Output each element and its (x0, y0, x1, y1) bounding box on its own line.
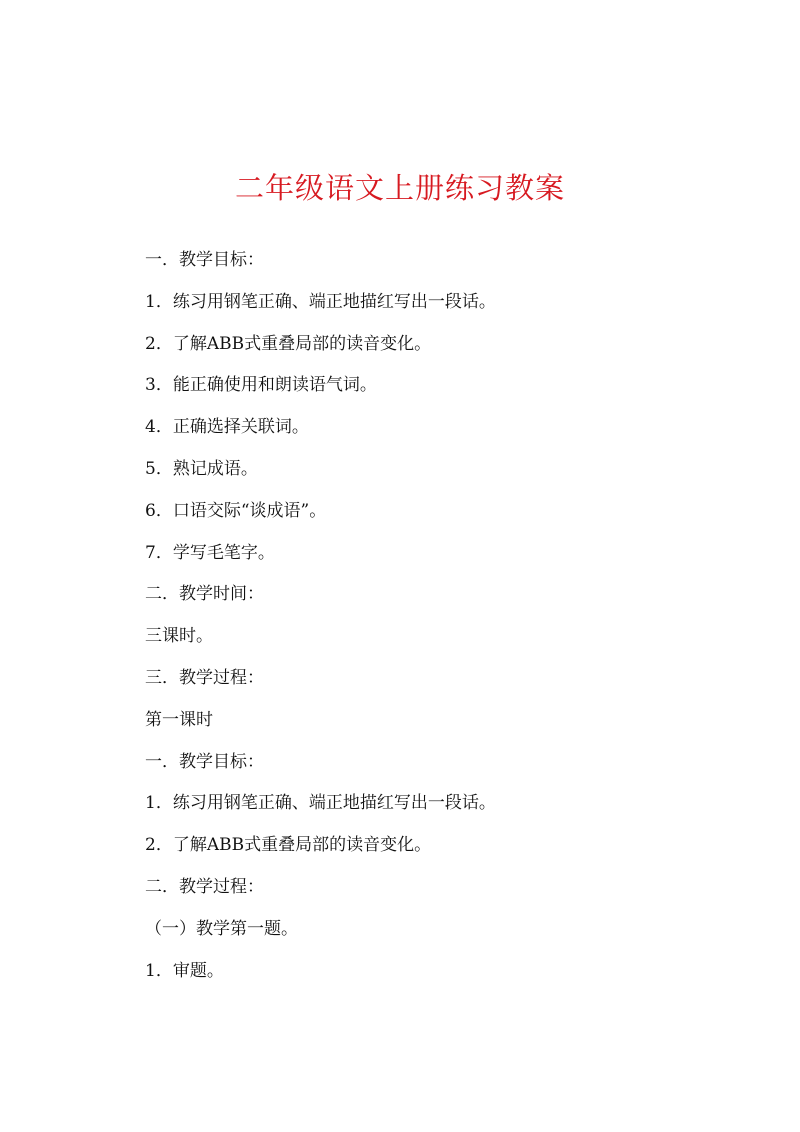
section-heading-objectives: 一．教学目标： (145, 250, 264, 270)
objective-item: 2．了解ABB式重叠局部的读音变化。 (145, 333, 432, 354)
objective-item: 6．口语交际“谈成语”。 (145, 500, 327, 521)
objective-item: 1．练习用钢笔正确、端正地描红写出一段话。 (145, 291, 496, 312)
lesson-step: 1．审题。 (145, 960, 224, 981)
section-heading-process: 三．教学过程： (145, 667, 264, 688)
objective-item: 7．学写毛笔字。 (145, 542, 275, 563)
time-text: 三课时。 (145, 626, 213, 647)
objective-item: 5．熟记成语。 (145, 458, 258, 479)
objective-item: 4．正确选择关联词。 (145, 417, 309, 438)
lesson-objectives-heading: 一．教学目标： (145, 751, 264, 772)
section-heading-time: 二．教学时间： (145, 584, 264, 605)
lesson-heading: 第一课时 (145, 709, 213, 730)
document-body (145, 243, 665, 995)
lesson-subheading: （一）教学第一题。 (145, 918, 298, 939)
lesson-objective-item: 1．练习用钢笔正确、端正地描红写出一段话。 (145, 793, 496, 814)
lesson-objective-item: 2．了解ABB式重叠局部的读音变化。 (145, 835, 432, 856)
lesson-process-heading: 二．教学过程： (145, 876, 264, 897)
document-title: 二年级语文上册练习教案 (234, 171, 565, 205)
objective-item: 3．能正确使用和朗读语气词。 (145, 375, 377, 396)
